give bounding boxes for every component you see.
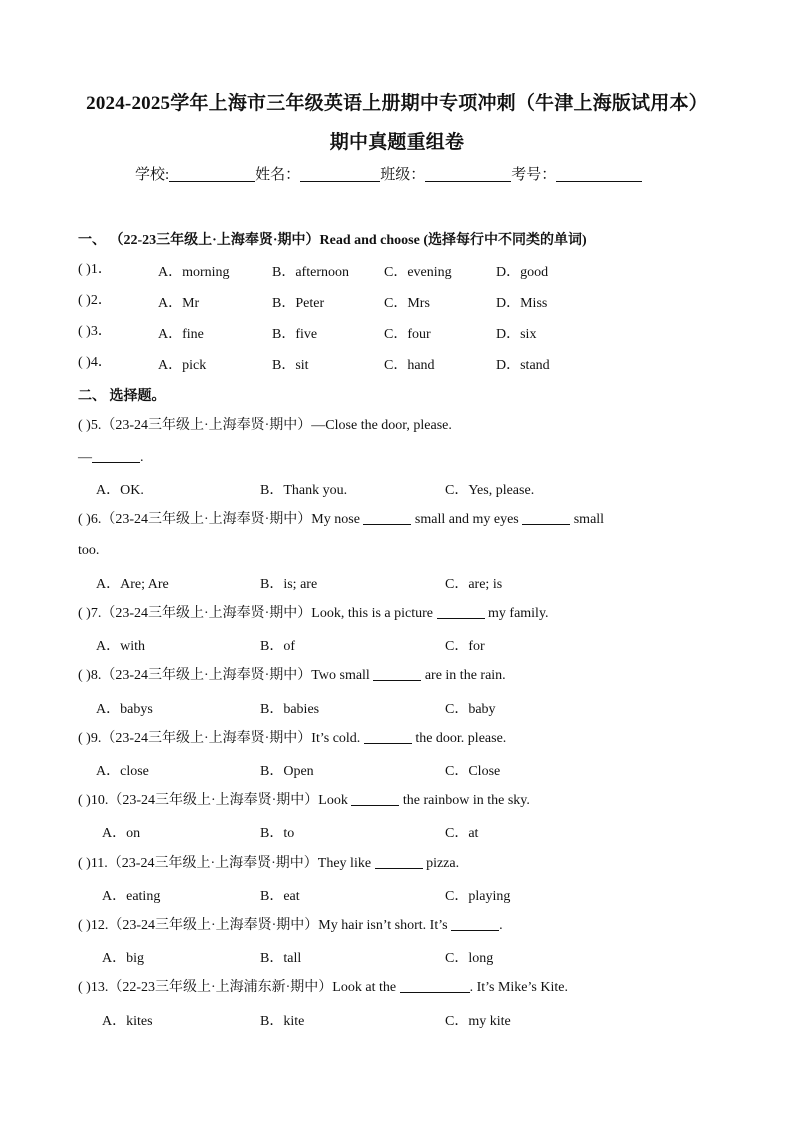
option-c: C．Close (445, 764, 501, 779)
class-blank[interactable] (425, 165, 511, 182)
stem-text: small and my eyes (414, 512, 519, 527)
stem-continuation: too. (78, 543, 100, 558)
option-c: C．baby (445, 702, 496, 717)
question-number: ( )3． (78, 324, 112, 339)
option-c: C．four (384, 327, 431, 342)
stem-text: pizza. (426, 856, 460, 871)
name-label: 姓名： (255, 167, 301, 183)
question-stem: ( )5.（23-24三年级上·上海奉贤·期中）—Close the door, please. (78, 418, 452, 433)
option-d: D．Miss (496, 296, 548, 311)
school-blank[interactable] (169, 165, 255, 182)
option-a: A．babys (96, 702, 153, 717)
option-c: C．at (445, 826, 479, 841)
option-a: A．Are; Are (96, 577, 169, 592)
answer-blank[interactable] (400, 978, 470, 993)
student-info-line (135, 163, 642, 184)
option-a: A．OK. (96, 483, 144, 498)
period: . (140, 450, 144, 465)
option-a: A．kites (102, 1014, 153, 1029)
option-b: B．is; are (260, 577, 318, 592)
option-a: A．eating (102, 889, 161, 904)
option-b: B．eat (260, 889, 300, 904)
option-b: B．afternoon (272, 265, 349, 280)
option-a: A．Mr (158, 296, 200, 311)
question-stem (78, 729, 506, 748)
option-c: C．for (445, 639, 485, 654)
class-label: 班级： (380, 167, 426, 183)
option-b: B．to (260, 826, 295, 841)
option-c: C．playing (445, 889, 511, 904)
stem-text: ( )9.（23-24三年级上·上海奉贤·期中）It’s cold. (78, 731, 361, 746)
option-d: D．stand (496, 358, 550, 373)
section-2-heading: 二、 选择题。 (78, 389, 166, 404)
answer-blank[interactable] (363, 510, 411, 525)
option-b: B．kite (260, 1014, 305, 1029)
option-b: B．babies (260, 702, 320, 717)
option-a: A．on (102, 826, 141, 841)
exam-no-label: 考号： (511, 167, 557, 183)
option-a: A．fine (158, 327, 204, 342)
option-c: C．my kite (445, 1014, 511, 1029)
name-blank[interactable] (300, 165, 380, 182)
option-d: D．six (496, 327, 537, 342)
answer-blank[interactable] (373, 666, 421, 681)
question-stem (78, 978, 568, 997)
option-c: C．long (445, 951, 494, 966)
answer-blank[interactable] (92, 448, 140, 463)
stem-text: ( )8.（23-24三年级上·上海奉贤·期中）Two small (78, 668, 370, 683)
option-c: C．Mrs (384, 296, 430, 311)
option-a: A．close (96, 764, 149, 779)
option-b: B．five (272, 327, 318, 342)
stem-text: the door. please. (415, 731, 507, 746)
option-a: A．with (96, 639, 145, 654)
answer-blank[interactable] (451, 916, 499, 931)
stem-text: . (499, 918, 503, 933)
section-1-heading: 一、 （22-23三年级上·上海奉贤·期中）Read and choose (选择每行中不同类的单词) (78, 233, 587, 248)
stem-text: small (573, 512, 605, 527)
question-stem (78, 604, 549, 623)
option-a: A．morning (158, 265, 230, 280)
option-a: A．pick (158, 358, 207, 373)
question-stem (78, 666, 506, 685)
question-stem (78, 791, 530, 810)
option-b: B．of (260, 639, 295, 654)
question-number: ( )4． (78, 355, 112, 370)
option-a: A．big (102, 951, 144, 966)
option-b: B．Peter (272, 296, 325, 311)
answer-blank[interactable] (375, 854, 423, 869)
question-stem (78, 854, 459, 873)
question-number: ( )2． (78, 293, 112, 308)
option-b: B．Thank you. (260, 483, 348, 498)
exam-no-blank[interactable] (556, 165, 642, 182)
dash: — (78, 450, 92, 465)
stem-text: ( )6.（23-24三年级上·上海奉贤·期中）My nose (78, 512, 360, 527)
stem-text: ( )11.（23-24三年级上·上海奉贤·期中）They like (78, 856, 372, 871)
answer-blank[interactable] (437, 604, 485, 619)
question-stem (78, 510, 604, 529)
exam-title: 2024-2025学年上海市三年级英语上册期中专项冲刺（牛津上海版试用本） (86, 93, 708, 114)
exam-subtitle: 期中真题重组卷 (329, 132, 465, 153)
stem-text: ( )7.（23-24三年级上·上海奉贤·期中）Look, this is a picture (78, 606, 434, 621)
stem-text: . It’s Mike’s Kite. (469, 980, 568, 995)
answer-blank[interactable] (522, 510, 570, 525)
stem-text: ( )10.（23-24三年级上·上海奉贤·期中）Look (78, 793, 348, 808)
option-c: C．are; is (445, 577, 503, 592)
answer-blank[interactable] (351, 791, 399, 806)
option-b: B．Open (260, 764, 314, 779)
stem-text: are in the rain. (424, 668, 506, 683)
option-d: D．good (496, 265, 549, 280)
question-number: ( )1． (78, 262, 112, 277)
option-b: B．tall (260, 951, 302, 966)
stem-text: the rainbow in the sky. (402, 793, 530, 808)
stem-text: ( )12.（23-24三年级上·上海奉贤·期中）My hair isn’t short. It’s (78, 918, 448, 933)
stem-text: my family. (488, 606, 549, 621)
school-label: 学校: (135, 167, 170, 183)
option-c: C．evening (384, 265, 452, 280)
question-stem (78, 916, 503, 935)
option-c: C．hand (384, 358, 435, 373)
option-c: C．Yes, please. (445, 483, 535, 498)
option-b: B．sit (272, 358, 309, 373)
stem-text: ( )13.（22-23三年级上·上海浦东新·期中）Look at the (78, 980, 397, 995)
answer-blank[interactable] (364, 729, 412, 744)
answer-line (78, 448, 144, 467)
